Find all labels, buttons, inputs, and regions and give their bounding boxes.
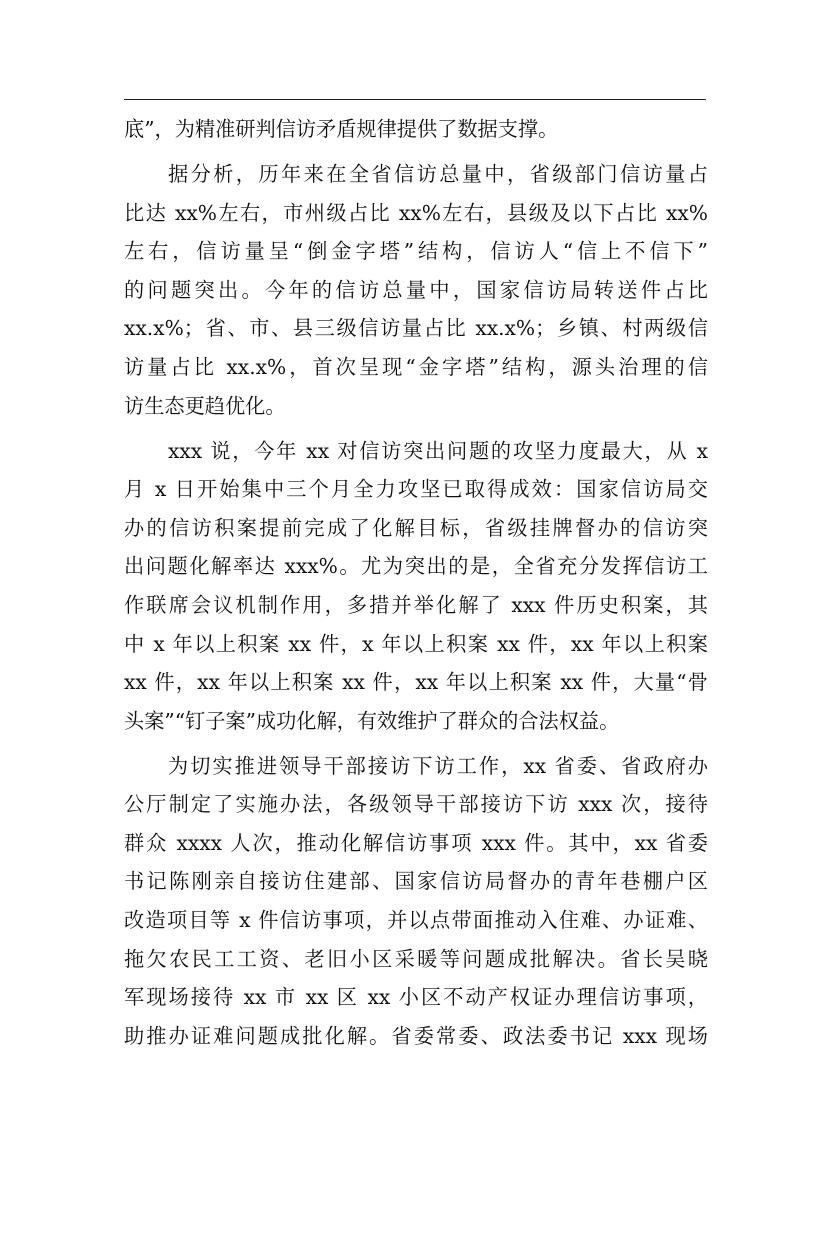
document-body: [124, 110, 708, 1055]
text-line: xx 件，xx 年以上积案 xx 件，xx 年以上积案 xx 件，大量“骨: [124, 670, 708, 695]
watermark-bottom: [287, 1023, 572, 1257]
header-rule: [124, 99, 706, 100]
text-line: 中 x 年以上积案 xx 件，x 年以上积案 xx 件，xx 年以上积案: [124, 631, 708, 656]
paragraph-3: [124, 432, 708, 741]
paragraph-4: [124, 747, 708, 1056]
text-line: xxx 说，今年 xx 对信访突出问题的攻坚力度最大，从 x: [168, 438, 708, 463]
text-line: 头案”“钉子案”成功化解，有效维护了群众的合法权益。: [124, 708, 620, 733]
text-line: 据分析，历年来在全省信访总量中，省级部门信访量占: [168, 161, 708, 186]
text-line: 公厅制定了实施办法，各级领导干部接访下访 xxx 次，接待: [124, 792, 708, 817]
text-line: 左右，信访量呈“倒金字塔”结构，信访人“信上不信下”: [124, 239, 708, 264]
text-line: 军现场接待 xx 市 xx 区 xx 小区不动产权证办理信访事项，: [124, 985, 708, 1010]
text-line: 群众 xxxx 人次，推动化解信访事项 xxx 件。其中，xx 省委: [124, 830, 708, 855]
text-line: xx.x%；省、市、县三级信访量占比 xx.x%；乡镇、村两级信: [124, 316, 708, 341]
text-line: 为切实推进领导干部接访下访工作，xx 省委、省政府办: [168, 753, 708, 778]
text-line: 书记陈刚亲自接访住建部、国家信访局督办的青年巷棚户区: [124, 869, 708, 894]
text-line: 助推办证难问题成批化解。省委常委、政法委书记 xxx 现场: [124, 1023, 708, 1048]
text-line: 访生态更趋优化。: [124, 393, 286, 418]
text-line: 比达 xx%左右，市州级占比 xx%左右，县级及以下占比 xx%: [124, 200, 708, 225]
text-line: 底”，为精准研判信访矛盾规律提供了数据支撑。: [124, 117, 559, 141]
paragraph-1: [124, 110, 708, 149]
text-line: 月 x 日开始集中三个月全力攻坚已取得成效：国家信访局交: [124, 477, 708, 502]
text-line: 访量占比 xx.x%，首次呈现“金字塔”结构，源头治理的信: [124, 354, 708, 379]
text-line: 出问题化解率达 xxx%。尤为突出的是，全省充分发挥信访工: [124, 554, 708, 579]
text-line: 办的信访积案提前完成了化解目标，省级挂牌督办的信访突: [124, 515, 708, 540]
text-line: 改造项目等 x 件信访事项，并以点带面推动入住难、办证难、: [124, 908, 708, 933]
text-line: 作联席会议机制作用，多措并举化解了 xxx 件历史积案，其: [124, 592, 708, 617]
paragraph-2: [124, 155, 708, 425]
text-line: 的问题突出。今年的信访总量中，国家信访局转送件占比: [124, 277, 708, 302]
text-line: 拖欠农民工工资、老旧小区采暖等问题成批解决。省长吴晓: [124, 946, 708, 971]
